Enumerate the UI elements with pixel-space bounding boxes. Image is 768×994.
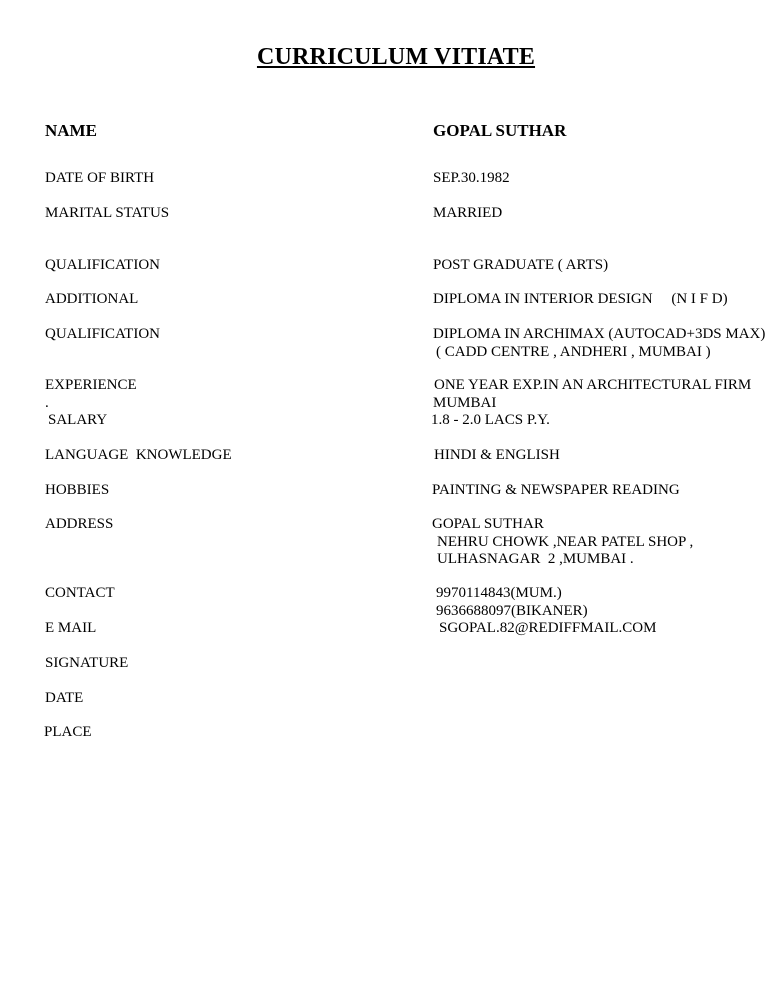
salary-value: 1.8 - 2.0 LACS P.Y. xyxy=(431,412,550,428)
additional-value: DIPLOMA IN INTERIOR DESIGN (N I F D) xyxy=(433,291,728,307)
experience-line1: ONE YEAR EXP.IN AN ARCHITECTURAL FIRM xyxy=(434,377,752,393)
date-label: DATE xyxy=(45,690,84,706)
language-label: LANGUAGE KNOWLEDGE xyxy=(45,447,232,463)
additional-qualification-label: QUALIFICATION xyxy=(45,326,160,342)
place-label: PLACE xyxy=(44,724,92,740)
contact-line1: 9970114843(MUM.) xyxy=(436,585,562,601)
language-value: HINDI & ENGLISH xyxy=(434,447,560,463)
additional-qualification-line1: DIPLOMA IN ARCHIMAX (AUTOCAD+3DS MAX) xyxy=(433,326,766,342)
additional-qualification-line2: ( CADD CENTRE , ANDHERI , MUMBAI ) xyxy=(436,344,711,360)
document-title: CURRICULUM VITIATE xyxy=(256,44,536,70)
hobbies-value: PAINTING & NEWSPAPER READING xyxy=(432,482,680,498)
experience-line2: MUMBAI xyxy=(433,395,497,411)
email-value: SGOPAL.82@REDIFFMAIL.COM xyxy=(439,620,657,636)
salary-label: SALARY xyxy=(48,412,108,428)
address-label: ADDRESS xyxy=(45,516,114,532)
marital-status-label: MARITAL STATUS xyxy=(45,205,170,221)
dob-label: DATE OF BIRTH xyxy=(45,170,155,186)
hobbies-label: HOBBIES xyxy=(45,482,110,498)
experience-label: EXPERIENCE xyxy=(45,377,137,393)
address-line2: NEHRU CHOWK ,NEAR PATEL SHOP , xyxy=(437,534,694,550)
signature-label: SIGNATURE xyxy=(45,655,129,671)
name-value: GOPAL SUTHAR xyxy=(433,121,567,140)
address-line1: GOPAL SUTHAR xyxy=(432,516,544,532)
marital-status-value: MARRIED xyxy=(433,205,503,221)
qualification-label: QUALIFICATION xyxy=(45,257,160,273)
dob-value: SEP.30.1982 xyxy=(433,170,510,186)
name-label: NAME xyxy=(45,121,97,140)
address-line3: ULHASNAGAR 2 ,MUMBAI . xyxy=(437,551,634,567)
contact-label: CONTACT xyxy=(45,585,115,601)
stray-dot: . xyxy=(45,395,49,411)
qualification-value: POST GRADUATE ( ARTS) xyxy=(433,257,609,273)
additional-label: ADDITIONAL xyxy=(45,291,139,307)
contact-line2: 9636688097(BIKANER) xyxy=(436,603,588,619)
email-label: E MAIL xyxy=(45,620,97,636)
